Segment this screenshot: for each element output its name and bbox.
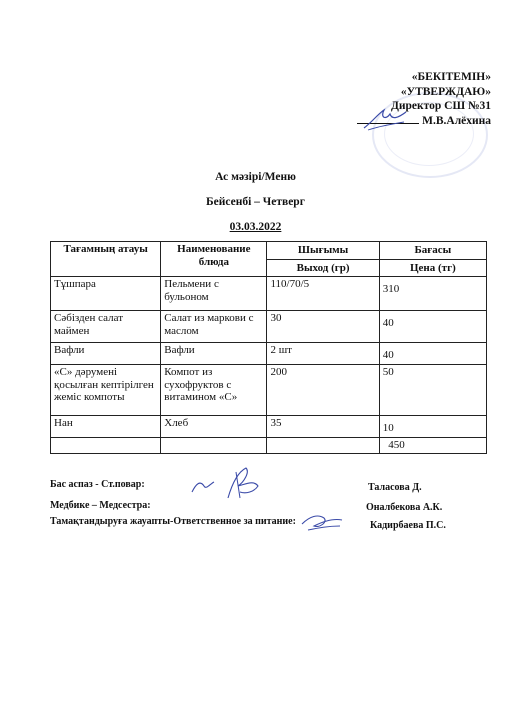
nurse-label: Медбике – Медсестра: xyxy=(50,500,151,511)
header-name-ru: Наименование блюда xyxy=(161,242,267,277)
table-row xyxy=(51,311,487,343)
responsible-signature xyxy=(298,508,348,534)
cook-label: Бас аспаз - Ст.повар: xyxy=(50,479,145,490)
menu-date: 03.03.2022 xyxy=(229,221,282,233)
dish-name-ru: Компот из сухофруктов с витамином «С» xyxy=(161,365,267,416)
total-empty-1 xyxy=(51,438,161,454)
table-row xyxy=(51,277,487,311)
table-row xyxy=(51,365,487,416)
day-title: Бейсенбі – Четверг xyxy=(206,196,305,208)
responsible-name: Кадирбаева П.С. xyxy=(370,520,446,531)
dish-name-kz: Вафли xyxy=(51,343,161,365)
table-row xyxy=(51,343,487,365)
dish-price: 40 xyxy=(379,311,486,343)
header-output-ru: Выход (гр) xyxy=(296,261,350,274)
approval-kz: «БЕКІТЕМІН» xyxy=(411,71,491,83)
director-signature xyxy=(360,104,410,134)
menu-title: Ас мәзірі/Меню xyxy=(215,171,296,183)
approval-name: М.В.Алёхина xyxy=(422,114,491,127)
dish-name-kz: Нан xyxy=(51,416,161,438)
approval-ru: «УТВЕРЖДАЮ» xyxy=(400,85,491,98)
total-empty-3 xyxy=(267,438,379,454)
header-price xyxy=(379,242,486,277)
table-header-row xyxy=(51,242,487,277)
dish-output: 2 шт xyxy=(267,343,379,365)
dish-name-kz: Тұшпара xyxy=(51,277,161,311)
responsible-label: Тамақтандыруға жауапты-Ответственное за питание: xyxy=(50,516,296,527)
dish-output: 200 xyxy=(267,365,379,416)
header-output-kz: Шығымы xyxy=(267,242,378,260)
dish-name-kz: «С» дәрумені қосылған кептірілген жеміс компоты xyxy=(51,365,161,416)
dish-name-ru: Пельмени с бульоном xyxy=(161,277,267,311)
header-name-kz: Тағамның атауы xyxy=(51,242,161,277)
dish-price: 40 xyxy=(379,343,486,365)
cook-name: Таласова Д. xyxy=(368,482,422,493)
dish-name-kz: Сәбізден салат маймен xyxy=(51,311,161,343)
dish-name-ru: Хлеб xyxy=(161,416,267,438)
dish-price: 50 xyxy=(379,365,486,416)
dish-output: 35 xyxy=(267,416,379,438)
dish-name-ru: Салат из маркови с маслом xyxy=(161,311,267,343)
dish-output: 110/70/5 xyxy=(267,277,379,311)
menu-table xyxy=(50,241,487,454)
table-row xyxy=(51,416,487,438)
header-output xyxy=(267,242,379,277)
approval-position: Директор СШ №31 xyxy=(390,100,491,112)
total-empty-2 xyxy=(161,438,267,454)
dish-name-ru: Вафли xyxy=(161,343,267,365)
total-value: 450 xyxy=(388,439,405,451)
header-price-kz: Бағасы xyxy=(380,242,486,260)
header-price-ru: Цена (тг) xyxy=(409,261,456,274)
dish-price: 310 xyxy=(379,277,486,311)
cook-signature xyxy=(188,462,268,502)
dish-price: 10 xyxy=(379,416,486,438)
total-row xyxy=(51,438,487,454)
total-price xyxy=(379,438,486,454)
nurse-name: Оналбекова А.К. xyxy=(366,502,443,513)
dish-output: 30 xyxy=(267,311,379,343)
